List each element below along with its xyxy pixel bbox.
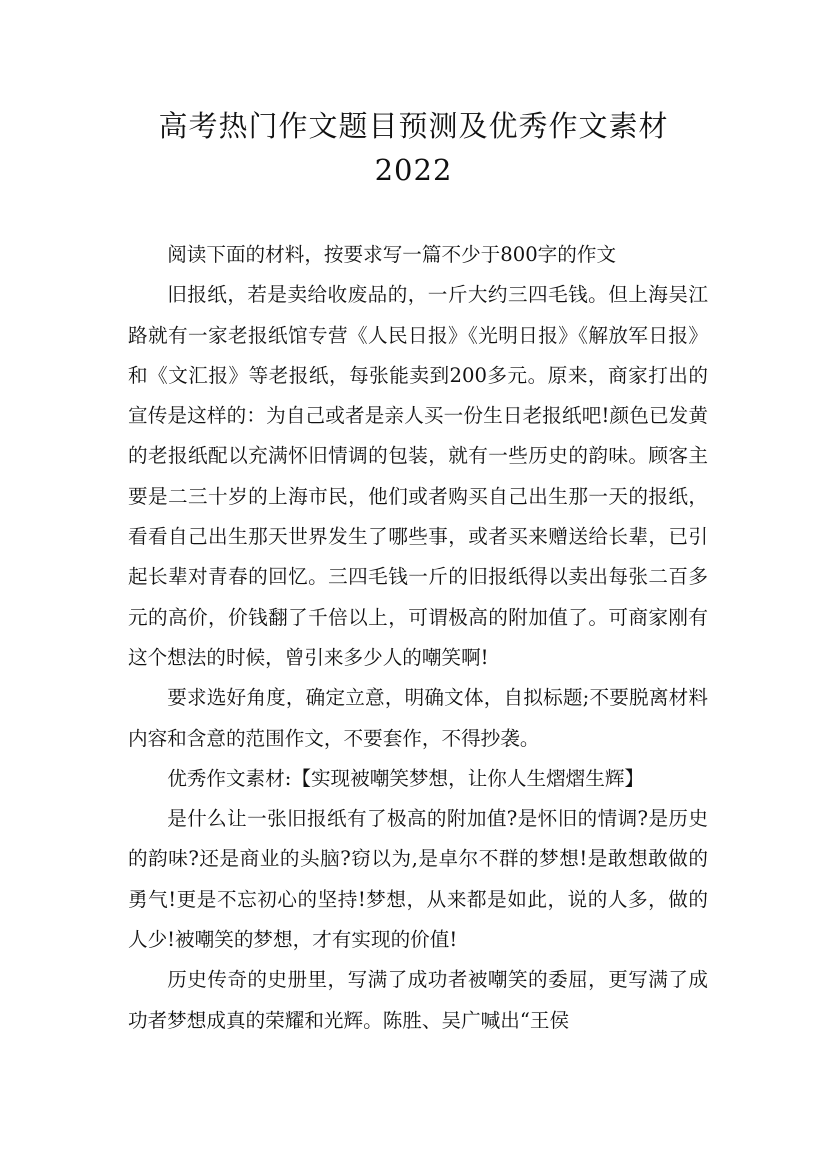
paragraph-material-heading: 优秀作文素材:【实现被嘲笑梦想，让你人生熠熠生辉】 (167, 766, 645, 790)
title-line-year: 2022 (374, 153, 453, 187)
paragraph-material: 旧报纸，若是卖给收废品的，一斤大约三四毛钱。但上海吴江路就有一家老报纸馆专营《人民日报》《光明日报》《解放军日报》和《文汇报》等老报纸，每张能卖到200多元。原来，商家打出的宣传是这样的：为自己或者是亲人买一份生日老报纸吧!颜色已发黄的老报纸配以充满怀旧情调的包装，就有一些历史的韵味。顾客主要是二三十岁的上海市民，他们或者购买自己出生那一天的报纸，看看自己出生那天世界发生了哪些事，或者买来赠送给长辈，已引起长辈对青春的回忆。三四毛钱一斤的旧报纸得以卖出每张二百多元的高价，价钱翻了千倍以上，可谓极高的附加值了。可商家刚有这个想法的时候，曾引来多少人的嘲笑啊! (128, 283, 708, 669)
paragraph-requirements: 要求选好角度，确定立意，明确文体，自拟标题;不要脱离材料内容和含意的范围作文，不要套作，不得抄袭。 (128, 686, 708, 750)
document-body (128, 235, 708, 1041)
title-line-main: 高考热门作文题目预测及优秀作文素材 (158, 109, 669, 143)
paragraph-essay-1: 是什么让一张旧报纸有了极高的附加值?是怀旧的情调?是历史的韵味?还是商业的头脑?窃以为,是卓尔不群的梦想!是敢想敢做的勇气!更是不忘初心的坚持!梦想，从来都是如此，说的人多，做的人少!被嘲笑的梦想，才有实现的价值! (128, 807, 708, 952)
paragraph-prompt: 阅读下面的材料，按要求写一篇不少于800字的作文 (167, 243, 617, 266)
paragraph-essay-2: 历史传奇的史册里，写满了成功者被嘲笑的委屈，更写满了成功者梦想成真的荣耀和光辉。陈胜、吴广喊出“王侯 (128, 968, 708, 1032)
document-title (100, 104, 727, 192)
